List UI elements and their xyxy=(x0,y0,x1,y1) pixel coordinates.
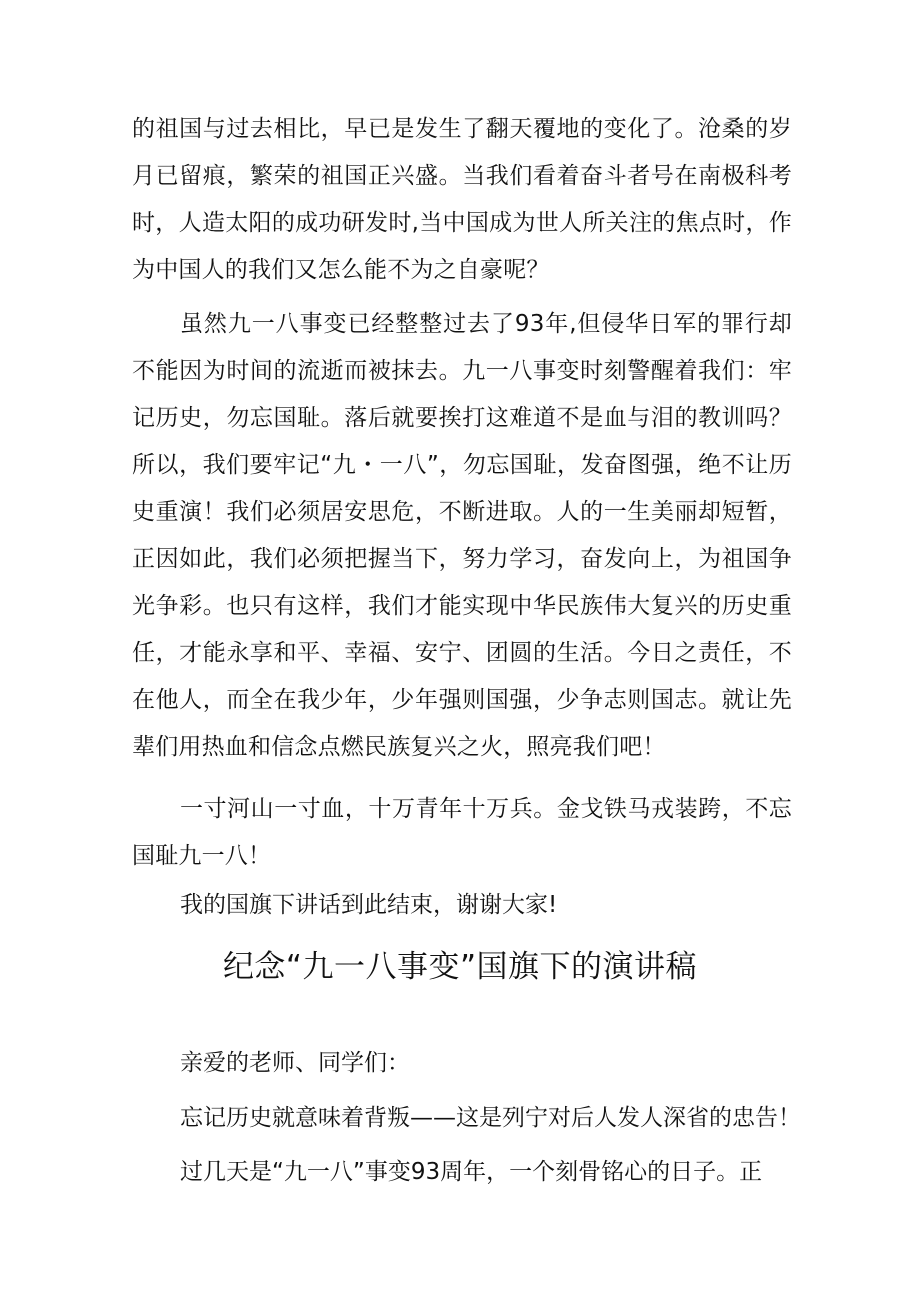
paragraph-remember-history: 虽然九一八事变已经整整过去了93年,但侵华日军的罪行却不能因为时间的流逝而被抹去。九一八事变时刻警醒着我们：牢记历史，勿忘国耻。落后就要挨打这难道不是血与泪的教训吗？所以，我们要牢记“九・一八”，勿忘国耻，发奋图强，绝不让历史重演！我们必须居安思危，不断进取。人的一生美丽却短暂，正因如此，我们必须把握当下，努力学习，奋发向上，为祖国争光争彩。也只有这样，我们才能实现中华民族伟大复兴的历史重任，才能永享和平、幸福、安宁、团圆的生活。今日之责任，不在他人，而全在我少年，少年强则国强，少争志则国志。就让先辈们用热血和信念点燃民族复兴之火，照亮我们吧！ xyxy=(132,311,792,760)
speech-title: 纪念“九一八事变”国旗下的演讲稿 xyxy=(222,949,698,985)
paragraph-slogan: 一寸河山一寸血，十万青年十万兵。金戈铁马戎装跨，不忘国耻九一八！ xyxy=(132,796,792,869)
greeting: 亲爱的老师、同学们： xyxy=(180,1050,410,1076)
closing-remark: 我的国旗下讲话到此结束，谢谢大家! xyxy=(180,892,558,918)
opening-line: 忘记历史就意味着背叛——这是列宁对后人发人深省的忠告！ xyxy=(180,1105,801,1131)
paragraph-pride: 的祖国与过去相比，早已是发生了翻天覆地的变化了。沧桑的岁月已留痕，繁荣的祖国正兴盛。当我们看着奋斗者号在南极科考时，人造太阳的成功研发时,当中国成为世人所关注的焦点时，作为中国人的我们又怎么能不为之自豪呢？ xyxy=(132,116,792,283)
last-line: 过几天是“九一八”事变93周年，一个刻骨铭心的日子。正 xyxy=(180,1159,763,1185)
